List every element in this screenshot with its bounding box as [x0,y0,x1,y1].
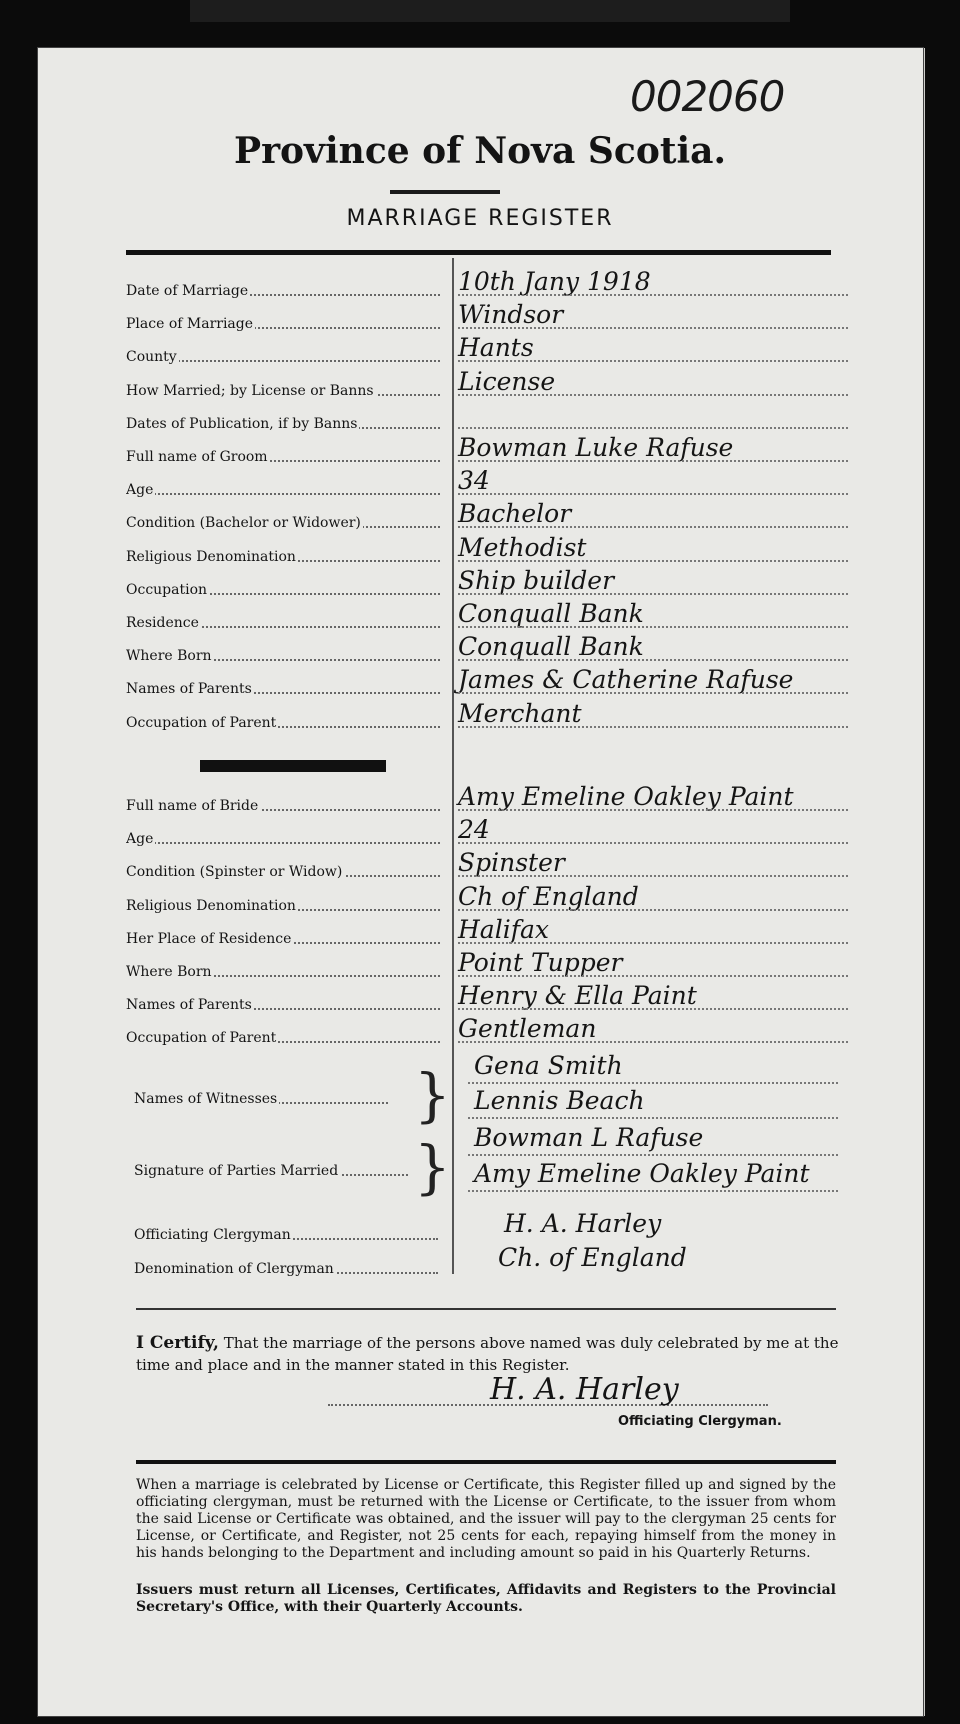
column-divider [452,258,454,1274]
value-line [458,526,848,528]
value-line [458,427,848,429]
value-line [458,942,848,944]
page-title: Province of Nova Scotia. [234,130,726,172]
value-line [458,659,848,661]
groom-label: Where Born [126,647,446,665]
certify-rule [136,1308,836,1310]
value-line [458,593,848,595]
groom-value: Windsor [458,300,564,330]
value-line [458,692,848,694]
value-line [458,394,848,396]
value-line [458,1008,848,1010]
groom-value: Merchant [458,698,582,728]
party-line-1 [468,1154,838,1156]
party-1-signature: Bowman L Rafuse [474,1123,704,1152]
groom-label: How Married; by License or Banns [126,382,446,400]
notice-paragraph-2: Issuers must return all Licenses, Certificates, Affidavits and Registers to the Provincial Secretary's Office, with their Quarterly Accounts. [136,1582,836,1615]
clergy-name: H. A. Harley [504,1209,662,1238]
groom-label: Age [126,481,446,499]
document-number: 002060 [630,72,785,121]
value-line [458,875,848,877]
value-line [458,327,848,329]
value-line [458,975,848,977]
groom-label: Date of Marriage [126,282,446,300]
value-line [458,493,848,495]
bride-value: Spinster [458,848,565,878]
header-rule [126,250,831,255]
bride-value: Gentleman [458,1014,597,1044]
bride-label: Condition (Spinster or Widow) [126,863,446,881]
certify-body: That the marriage of the persons above named was duly celebrated by me at the time and place and in the manner stated in this Register. [136,1334,839,1374]
groom-value: Ship builder [458,565,615,595]
bride-value: Henry & Ella Paint [458,981,697,1011]
groom-value: 34 [458,466,490,496]
witness-1: Gena Smith [474,1051,623,1080]
groom-label: Residence [126,614,446,632]
groom-value: Methodist [458,532,587,562]
signature-caption: Officiating Clergyman. [618,1414,782,1429]
groom-label: County [126,348,446,366]
bride-label: Full name of Bride [126,797,446,815]
value-line [458,560,848,562]
groom-value: Hants [458,333,534,363]
groom-label: Occupation [126,581,446,599]
bride-value: 24 [458,815,490,845]
witness-line-2 [468,1117,838,1119]
witnesses-brace: } [414,1061,451,1129]
value-line [458,360,848,362]
groom-value: License [458,366,556,396]
groom-label: Religious Denomination [126,548,446,566]
groom-value: Bowman Luke Rafuse [458,433,734,462]
groom-value: Bachelor [458,499,572,529]
bride-label: Her Place of Residence [126,930,446,948]
notice-paragraph-1: When a marriage is celebrated by License or Certificate, this Register filled up and signed by the officiating clergyman, must be returned with the License or Certificate, to the issuer from whom the said License or Certificate was obtained, and the issuer will pay to the clergyman 25 cents for License, or Certificate, and Register, not 25 cents for each, repaying himself from the money in his hands belonging to the Department and including amount so paid in his Quarterly Returns. [136,1477,836,1561]
value-line [458,1041,848,1043]
groom-label: Names of Parents [126,680,446,698]
witness-line-1 [468,1082,838,1084]
bride-value: Ch of England [458,881,639,911]
groom-label: Dates of Publication, if by Banns [126,415,446,433]
bride-label: Names of Parents [126,996,446,1014]
value-line [458,294,848,296]
clergy-signature: H. A. Harley [490,1372,679,1407]
scan-border [190,0,790,22]
groom-label: Full name of Groom [126,448,446,466]
bride-value: Point Tupper [458,948,623,977]
party-2-signature: Amy Emeline Oakley Paint [474,1159,810,1188]
form-subtitle: MARRIAGE REGISTER [346,206,614,231]
parties-label: Signature of Parties Married [134,1162,414,1180]
value-line [458,460,848,462]
bride-label: Age [126,830,446,848]
clergy-label: Officiating Clergyman [134,1226,444,1244]
certification-text [136,1332,856,1376]
groom-value: Conquall Bank [458,632,644,662]
bride-label: Religious Denomination [126,897,446,915]
section-divider-bar [200,760,386,772]
value-line [458,909,848,911]
bride-label: Occupation of Parent [126,1029,446,1047]
bride-label: Where Born [126,963,446,981]
groom-label: Condition (Bachelor or Widower) [126,514,446,532]
parties-brace: } [414,1133,451,1201]
groom-value: 10th Jany 1918 [458,267,651,296]
party-line-2 [468,1190,838,1192]
certify-lead: I Certify, [136,1333,219,1353]
notice-rule [136,1460,836,1464]
clergy-denomination-label: Denomination of Clergyman [134,1260,444,1278]
bride-value: Amy Emeline Oakley Paint [458,782,794,811]
value-line [458,726,848,728]
title-rule [390,190,500,194]
groom-label: Occupation of Parent [126,714,446,732]
groom-value: Conquall Bank [458,599,644,628]
witness-2: Lennis Beach [474,1086,645,1115]
value-line [458,626,848,628]
value-line [458,842,848,844]
groom-value: James & Catherine Rafuse [458,665,794,695]
bride-value: Halifax [458,914,549,944]
clergy-denomination: Ch. of England [498,1243,687,1272]
value-line [458,809,848,811]
groom-label: Place of Marriage [126,315,446,333]
witnesses-label: Names of Witnesses [134,1090,394,1108]
